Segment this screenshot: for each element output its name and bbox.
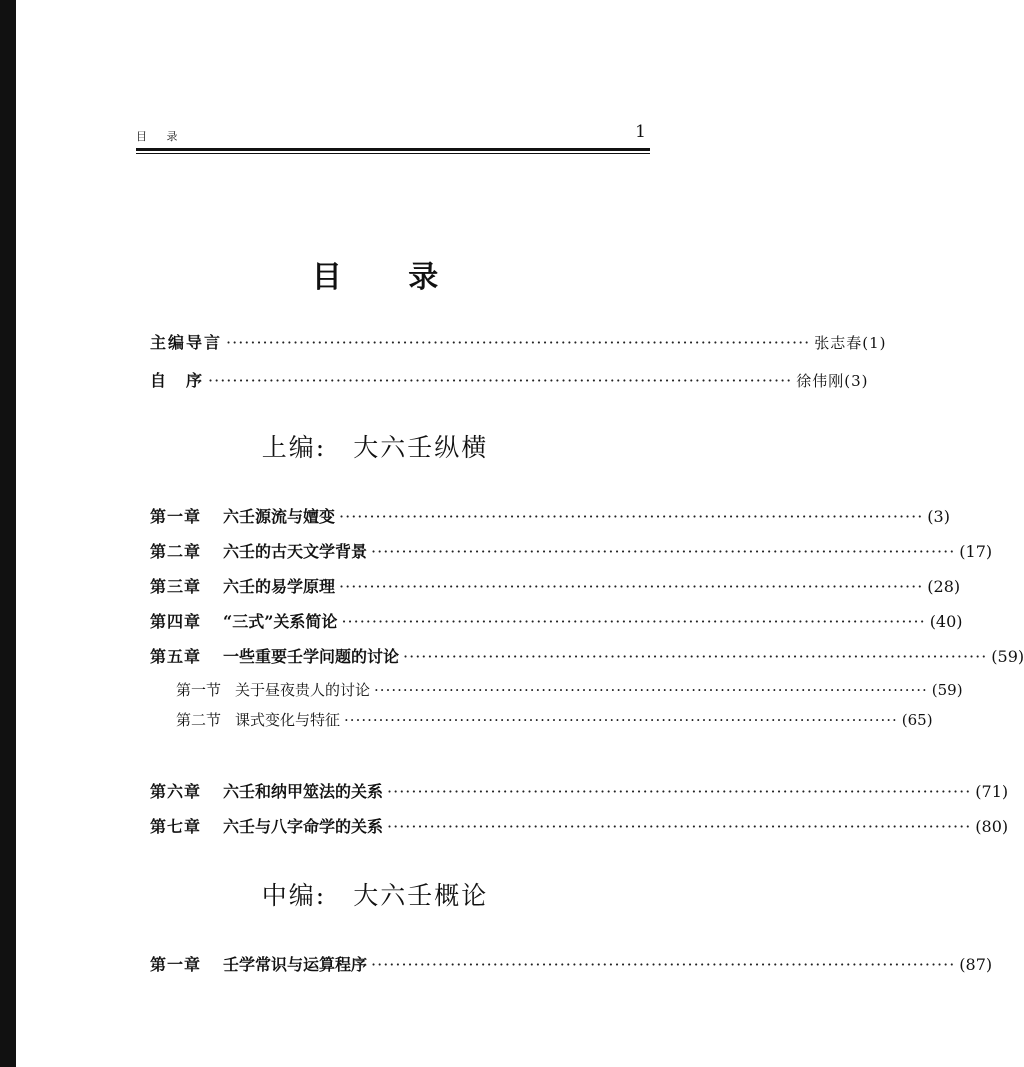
chapter-title: 六壬源流与嬗变 [223, 507, 336, 526]
chapter-title: 六壬与八字命学的关系 [223, 817, 384, 836]
chapter-title: 六壬和纳甲筮法的关系 [223, 782, 384, 801]
chapter-page: (59) [991, 647, 1024, 666]
chapter-label: 第一章 [150, 507, 202, 526]
chapter-label: 第三章 [150, 577, 202, 596]
section-title: 课式变化与特征 [235, 711, 341, 729]
chapter-label: 第四章 [150, 612, 202, 631]
toc-section[interactable] [176, 679, 963, 700]
section-title: 关于昼夜贵人的讨论 [235, 681, 371, 699]
toc-entry-title: 自 序 [150, 371, 205, 390]
section-label: 第二节 [176, 711, 222, 729]
chapter-label: 第六章 [150, 782, 202, 801]
toc-chapter[interactable] [150, 644, 1024, 667]
chapter-label: 第七章 [150, 817, 202, 836]
chapter-page: (28) [927, 577, 961, 596]
chapter-page: (80) [975, 817, 1009, 836]
header-rule-thin [136, 153, 650, 154]
toc-chapter[interactable] [150, 539, 993, 562]
chapter-title: 一些重要壬学问题的讨论 [223, 647, 400, 666]
toc-chapter[interactable] [150, 504, 950, 527]
chapter-page: (71) [975, 782, 1009, 801]
toc-entry-page: 张志春(1) [814, 334, 887, 352]
leader-dots: ································································································ [387, 817, 972, 836]
toc-entry-title: 主编导言 [150, 333, 223, 352]
leader-dots: ································································································ [339, 507, 924, 526]
leader-dots: ································································································ [374, 681, 928, 699]
section-label: 第一节 [176, 681, 222, 699]
page-title: 目 录 [311, 260, 467, 295]
leader-dots: ································································································ [226, 333, 811, 352]
chapter-page: (17) [959, 542, 993, 561]
toc-entry[interactable] [150, 330, 887, 353]
leader-dots: ································································································ [387, 782, 972, 801]
toc-chapter[interactable] [150, 609, 963, 632]
toc-chapter[interactable] [150, 814, 1009, 837]
leader-dots: ································································································ [339, 577, 924, 596]
toc-chapter[interactable] [150, 574, 961, 597]
chapter-title: 六壬的易学原理 [223, 577, 336, 596]
leader-dots: ································································································ [371, 542, 956, 561]
chapter-page: (87) [959, 955, 993, 974]
toc-chapter[interactable] [150, 952, 993, 975]
part-heading: 上编: 大六壬纵横 [261, 433, 489, 462]
toc-entry[interactable] [150, 368, 869, 391]
header-rule-thick [136, 148, 650, 151]
part-heading: 中编: 大六壬概论 [261, 881, 489, 910]
leader-dots: ································································································ [208, 371, 793, 390]
leader-dots: ································································································ [371, 955, 956, 974]
section-page: (65) [901, 711, 933, 729]
running-header [136, 122, 650, 148]
leader-dots: ································································································ [403, 647, 988, 666]
leader-dots: ································································································ [341, 612, 926, 631]
chapter-title: 壬学常识与运算程序 [223, 955, 368, 974]
chapter-page: (40) [929, 612, 963, 631]
toc-section[interactable] [176, 709, 933, 730]
chapter-label: 第二章 [150, 542, 202, 561]
chapter-label: 第五章 [150, 647, 202, 666]
toc-chapter[interactable] [150, 779, 1009, 802]
chapter-title: “三式”关系简论 [223, 612, 338, 631]
chapter-title: 六壬的古天文学背景 [223, 542, 368, 561]
leader-dots: ································································································ [344, 711, 898, 729]
toc-entry-page: 徐伟刚(3) [796, 372, 869, 390]
running-header-title: 目 录 [136, 130, 186, 143]
chapter-page: (3) [927, 507, 950, 526]
page-number: 1 [635, 122, 646, 142]
section-page: (59) [931, 681, 963, 699]
chapter-label: 第一章 [150, 955, 202, 974]
